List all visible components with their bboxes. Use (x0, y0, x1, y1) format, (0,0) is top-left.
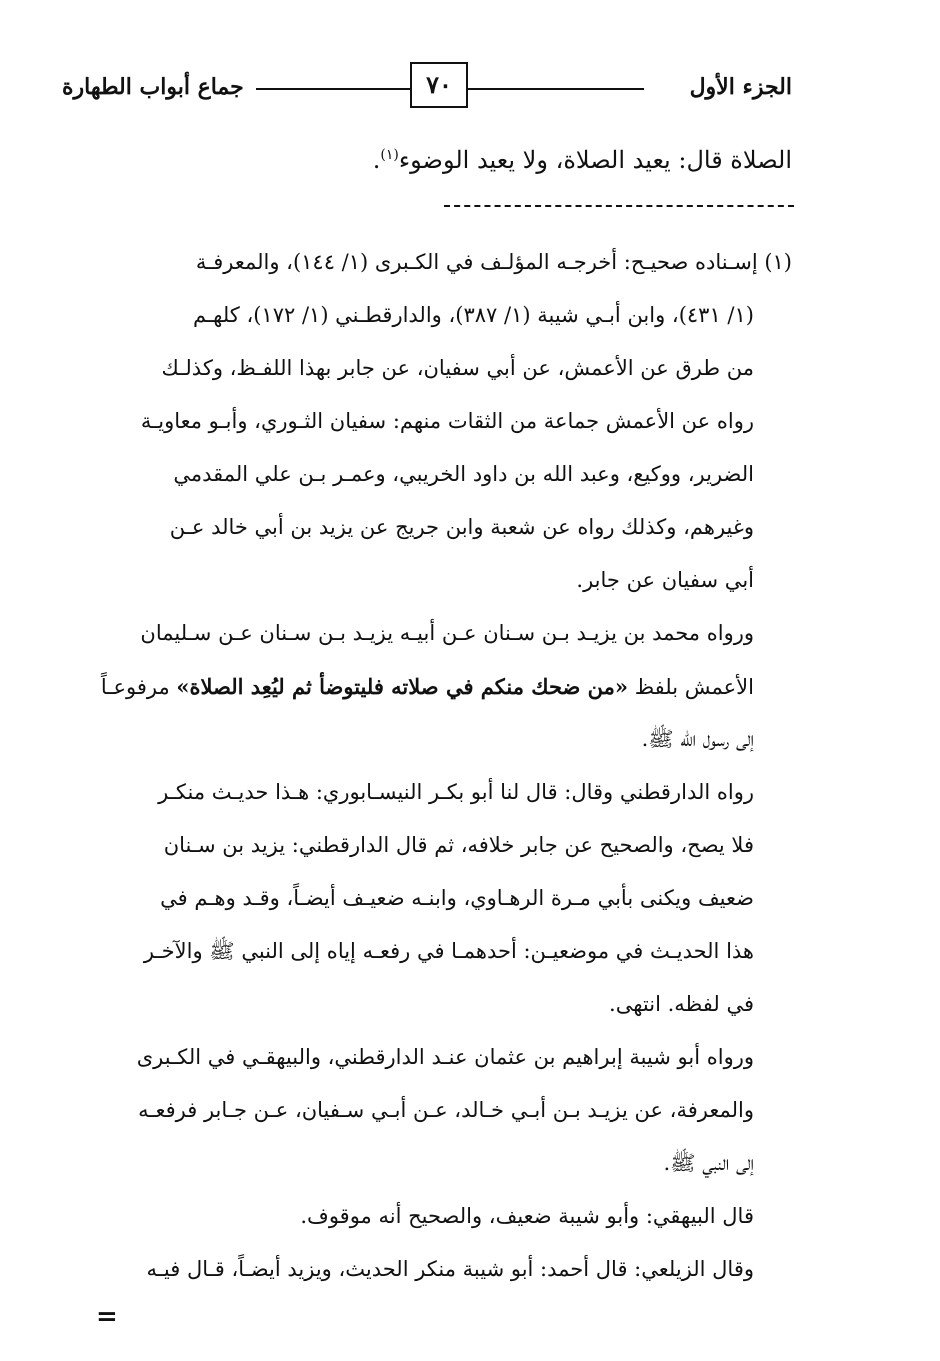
hadith-post: مرفوعـاً (100, 675, 177, 699)
footnote-line-7: أبي سفيان عن جابر. (576, 568, 754, 592)
footnote-line-5: الضرير، ووكيع، وعبد الله بن داود الخريبي، وعمـر بـن علي المقدمي (173, 462, 754, 486)
footnote-line-15: في لفظه. انتهى. (609, 992, 754, 1016)
footnote-line-12: فلا يصح، والصحيح عن جابر خلافه، ثم قال الدارقطني: يزيد بن سـنان (163, 833, 754, 857)
hadith-line (92, 660, 792, 713)
chapter-title: جماع أبواب الطهارة (62, 74, 244, 100)
footnote-line-2: (١/ ٤٣١)، وابن أبـي شيبة (١/ ٣٨٧)، والدارقطـني (١/ ١٧٢)، كلهـم (193, 303, 754, 327)
volume-label: الجزء الأول (689, 74, 792, 100)
footnote-line-20: وقال الزيلعي: قال أحمد: أبو شيبة منكر الحديث، ويزيد أيضـاً، قـال فيـه (146, 1257, 754, 1281)
footnote-line-18: إلى النبي ﷺ. (663, 1151, 754, 1175)
footnote-line-4: رواه عن الأعمش جماعة من الثقات منهم: سفيان الثـوري، وأبـو معاويـة (140, 409, 754, 433)
footnote-line-14: هذا الحديـث في موضعيـن: أحدهمـا في رفعـه إياه إلى النبي ﷺ والآخـر (143, 939, 754, 963)
continuation-mark: = (96, 1302, 118, 1332)
footnote-line-6: وغيرهم، وكذلك رواه عن شعبة وابن جريج عن يزيد بن أبي خالد عـن (169, 515, 754, 539)
main-text-line (373, 146, 792, 174)
hadith-pre: الأعمش بلفظ (628, 675, 754, 699)
footnote-line-1: (١) إسـناده صحيـح: أخرجـه المؤلـف في الكـبرى (١/ ١٤٤)، والمعرفـة (195, 250, 792, 274)
footnote-line-17: والمعرفة، عن يزيـد بـن أبـي خـالد، عـن أبـي سـفيان، عـن جـابر فرفعـه (138, 1098, 754, 1122)
footnote-line-8: ورواه محمد بن يزيـد بـن سـنان عـن أبيـه يزيـد بـن سـنان عـن سـليمان (140, 621, 754, 645)
footnote-line-13: ضعيف ويكنى بأبي مـرة الرهـاوي، وابنـه ضعيـف أيضـاً، وقـد وهـم في (160, 886, 754, 910)
footnote-line-19: قال البيهقي: وأبو شيبة ضعيف، والصحيح أنه موقوف. (300, 1204, 754, 1228)
hadith-quote: «من ضحك منكم في صلاته فليتوضأ ثم ليُعِد الصلاة» (176, 674, 629, 699)
footnote-reference: (١) (380, 147, 399, 163)
page-header (60, 62, 792, 112)
footnote-line-3: من طرق عن الأعمش، عن أبي سفيان، عن جابر بهذا اللفـظ، وكذلـك (161, 356, 754, 380)
main-text: الصلاة قال: يعيد الصلاة، ولا يعيد الوضوء (398, 146, 792, 174)
header-rule-right (468, 88, 644, 90)
main-text-end: . (372, 146, 381, 174)
footnote-line-16: ورواه أبو شيبة إبراهيم بن عثمان عنـد الدارقطني، والبيهقـي في الكـبرى (136, 1045, 754, 1069)
footnote-line-11: رواه الدارقطني وقال: قال لنا أبو بكـر النيسـابوري: هـذا حديـث منكـر (158, 780, 754, 804)
header-rule-left (256, 88, 410, 90)
footnotes (92, 236, 792, 1296)
footnote-separator (444, 205, 794, 207)
footnote-line-10: إلى رسول الله ﷺ. (641, 727, 754, 751)
page-number: ٧٠ (410, 62, 468, 108)
